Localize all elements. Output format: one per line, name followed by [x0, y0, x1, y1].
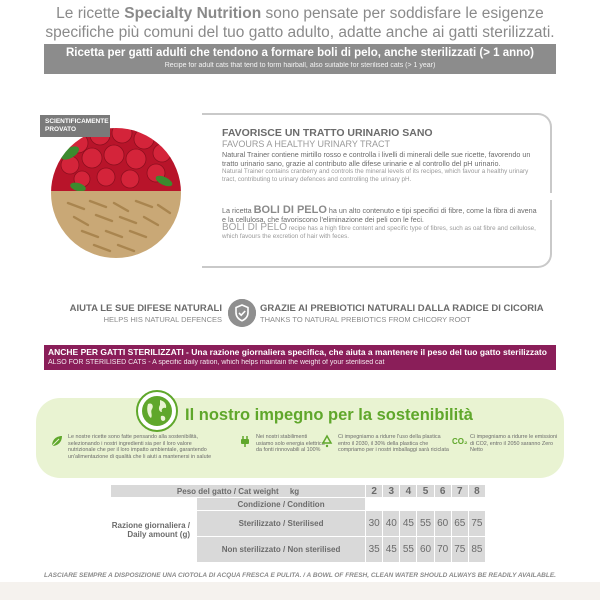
recipe-band [44, 44, 556, 74]
amount-cell: 35 [366, 537, 383, 563]
condition-cell: Non sterilizzato / Non sterilised [197, 537, 366, 563]
condition-header: Condizione / Condition [197, 498, 366, 511]
prebiotics-block: GRAZIE AI PREBIOTICI NATURALI DALLA RADICE DI CICORIA THANKS TO NATURAL PREBIOTICS FROM CHICORY ROOT [260, 303, 544, 324]
hairball-body-it: La ricetta BOLI DI PELO ha un alto contenuto e tipi specifici di fibre, come la fibra di avena e la cellulosa, che favoriscono l'eliminazione dei peli con le feci. [222, 204, 537, 224]
weight-cell: 5 [417, 485, 434, 498]
weight-cell: 7 [451, 485, 468, 498]
amount-cell: 85 [468, 537, 485, 563]
amount-cell: 75 [468, 511, 485, 537]
weight-cell: 6 [434, 485, 451, 498]
intro-text: Le ricette Specialty Nutrition sono pensate per soddisfare le esigenze specifiche più comuni del tuo gatto adulto, adatte anche ai gatti sterilizzati. [45, 5, 555, 41]
co2-icon [452, 434, 466, 448]
table-row [111, 485, 486, 498]
table-row [111, 498, 486, 511]
urinary-title: FAVORISCE UN TRATTO URINARIO SANO [222, 127, 433, 139]
sterilised-band-title: ANCHE PER GATTI STERILIZZATI - Una razione giornaliera specifica, che aiuta a mantenere il peso del tuo gatto sterilizzato [48, 347, 547, 357]
defences-block: AIUTA LE SUE DIFESE NATURALI HELPS HIS NATURAL DEFENCES [69, 303, 222, 324]
recipe-band-subtitle: Recipe for adult cats that tend to form hairball, also suitable for sterilised cats (> 1 year) [164, 62, 436, 69]
recycle-icon [320, 434, 334, 448]
amount-cell: 75 [451, 537, 468, 563]
globe-icon [136, 390, 178, 432]
amount-cell: 55 [417, 511, 434, 537]
amount-cell: 70 [434, 537, 451, 563]
weight-cell: 2 [366, 485, 383, 498]
amount-cell: 45 [400, 511, 417, 537]
shield-icon [228, 299, 256, 327]
amount-cell: 60 [417, 537, 434, 563]
weight-cell: 3 [383, 485, 400, 498]
amount-cell: 40 [383, 511, 400, 537]
amount-cell: 65 [451, 511, 468, 537]
amount-cell: 55 [400, 537, 417, 563]
amount-cell: 60 [434, 511, 451, 537]
urinary-subtitle: FAVOURS A HEALTHY URINARY TRACT [222, 139, 391, 149]
amount-cell: 45 [383, 537, 400, 563]
daily-amount-label: Razione giornaliera / Daily amount (g) [111, 498, 197, 563]
svg-text:CO₂: CO₂ [452, 437, 468, 446]
ration-table [110, 484, 486, 563]
leaf-icon [50, 434, 64, 448]
weight-header: Peso del gatto / Cat weight kg [111, 485, 366, 498]
plug-icon [238, 434, 252, 448]
cranberry-oat-bowl-image [48, 113, 184, 273]
sustainability-title: Il nostro impegno per la sostenibilità [185, 406, 473, 424]
urinary-body-en: Natural Trainer contains cranberry and controls the mineral levels of its recipes, which favour a healthy urinary tract, contributing to urinary defences and controlling the urinary pH. [222, 168, 529, 184]
sterilised-band [44, 345, 556, 370]
urinary-body-it: Natural Trainer contiene mirtillo rosso e controlla i livelli di minerali delle sue ricette, favorendo un tratto urinario sano, grazie al contributo alle difese urinarie e al controllo del pH urinario. [222, 150, 531, 168]
weight-cell: 8 [468, 485, 485, 498]
amount-cell: 30 [366, 511, 383, 537]
urinary-section [202, 113, 552, 193]
sterilised-band-subtitle: ALSO FOR STERILISED CATS - A specific daily ration, which helps maintain the weight of your sterilised cat [48, 359, 385, 366]
hairball-body-en: BOLI DI PELO recipe has a high fibre content and specific type of fibres, such as oat fibre and cellulose, which favours the excretion of hair with feces. [222, 222, 536, 241]
condition-cell: Sterilizzato / Sterilised [197, 511, 366, 537]
water-note: LASCIARE SEMPRE A DISPOSIZIONE UNA CIOTOLA DI ACQUA FRESCA E PULITA. / A BOWL OF FRESH, CLEAN WATER SHOULD ALWAYS BE READILY AVAILABLE. [44, 572, 556, 579]
weight-cell: 4 [400, 485, 417, 498]
footer-strip [0, 582, 600, 600]
recipe-band-title: Ricetta per gatti adulti che tendono a formare boli di pelo, anche sterilizzati (> 1 anno) [65, 47, 535, 59]
hairball-section [202, 200, 552, 268]
scientifically-proven-badge: SCIENTIFICAMENTE PROVATO [40, 115, 110, 137]
